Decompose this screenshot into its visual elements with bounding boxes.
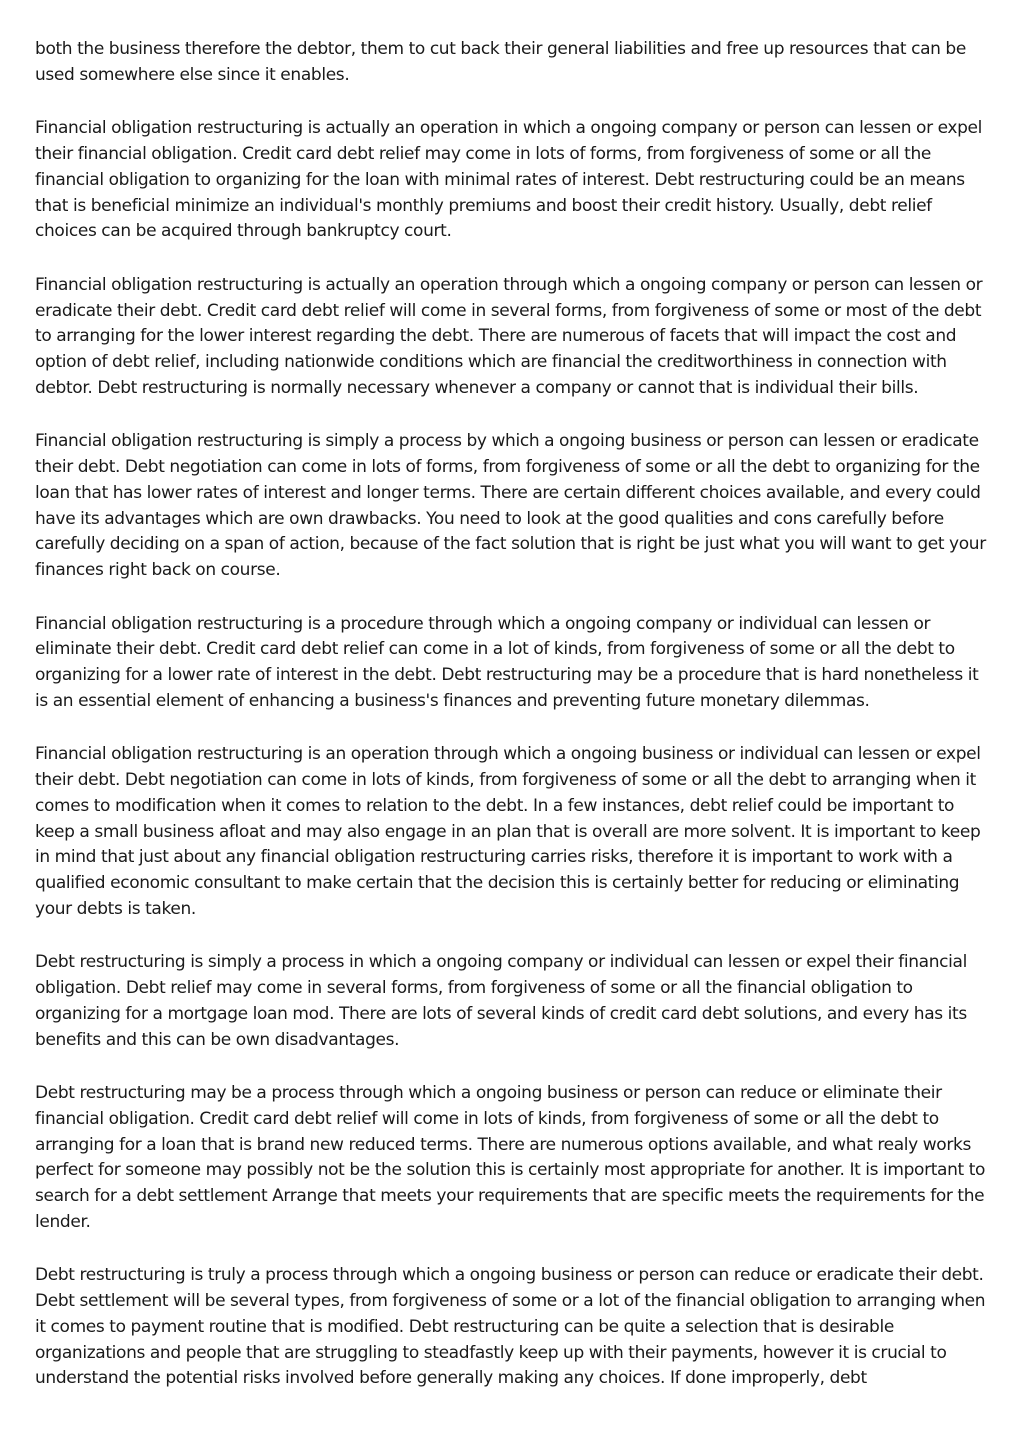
paragraph-7: Debt restructuring is simply a process in which a ongoing company or individual can lessen or expel their financial obligation. Debt relief may come in several forms, from forgiveness of some or all the financial obligation to organizing for a mortgage loan mod. There are lots of several kinds of credit card debt solutions, and every has its benefits and this can be own disadvantages. bbox=[35, 952, 967, 1050]
paragraph-6: Financial obligation restructuring is an operation through which a ongoing business or individual can lessen or expel their debt. Debt negotiation can come in lots of kinds, from forgiveness of some or all the debt to arranging when it comes to modification when it comes to relation to the debt. In a few instances, debt relief could be important to keep a small business afloat and may also engage in an plan that is overall are more solvent. It is important to keep in mind that just about any financial obligation restructuring carries risks, therefore it is important to work with a qualified economic consultant to make certain that the decision this is certainly better for reducing or eliminating your debts is taken. bbox=[35, 744, 981, 919]
paragraph-9: Debt restructuring is truly a process through which a ongoing business or person can reduce or eradicate their debt. Debt settlement will be several types, from forgiveness of some or a lot of the financial obligation to arranging when it comes to payment routine that is modified. Debt restructuring can be quite a selection that is desirable organizations and people that are struggling to steadfastly keep up with their payments, however it is crucial to understand the potential risks involved before generally making any choices. If done improperly, debt bbox=[35, 1265, 986, 1389]
paragraph-3: Financial obligation restructuring is actually an operation through which a ongoing company or person can lessen or eradicate their debt. Credit card debt relief will come in several forms, from forgiveness of some or most of the debt to arranging for the lower interest regarding the debt. There are numerous of facets that will impact the cost and option of debt relief, including nationwide conditions which are financial the creditworthiness in connection with debtor. Debt restructuring is normally necessary whenever a company or cannot that is individual their bills. bbox=[35, 274, 983, 398]
paragraph-8: Debt restructuring may be a process through which a ongoing business or person can reduce or eliminate their financial obligation. Credit card debt relief will come in lots of kinds, from forgiveness of some or all the debt to arranging for a loan that is brand new reduced terms. There are numerous options available, and what realy works perfect for someone may possibly not be the solution this is certainly most appropriate for another. It is important to search for a debt settlement Arrange that meets your requirements that are specific meets the requirements for the lender. bbox=[35, 1083, 986, 1232]
paragraph-2: Financial obligation restructuring is actually an operation in which a ongoing company or person can lessen or expel their financial obligation. Credit card debt relief may come in lots of forms, from forgiveness of some or all the financial obligation to organizing for the loan with minimal rates of interest. Debt restructuring could be an means that is beneficial minimize an individual's monthly premiums and boost their credit history. Usually, debt relief choices can be acquired through bankruptcy court. bbox=[35, 118, 983, 242]
paragraph-1: both the business therefore the debtor, them to cut back their general liabilities and free up resources that can be used somewhere else since it enables. bbox=[35, 39, 966, 85]
document-body bbox=[35, 37, 995, 1420]
paragraph-5: Financial obligation restructuring is a procedure through which a ongoing company or individual can lessen or eliminate their debt. Credit card debt relief can come in a lot of kinds, from forgiveness of some or all the debt to organizing for a lower rate of interest in the debt. Debt restructuring may be a procedure that is hard nonetheless it is an essential element of enhancing a business's finances and preventing future monetary dilemmas. bbox=[35, 613, 979, 711]
paragraph-4: Financial obligation restructuring is simply a process by which a ongoing business or person can lessen or eradicate their debt. Debt negotiation can come in lots of forms, from forgiveness of some or all the debt to organizing for the loan that has lower rates of interest and longer terms. There are certain different choices available, and every could have its advantages which are own drawbacks. You need to look at the good qualities and cons carefully before carefully deciding on a span of action, because of the fact solution that is right be just what you will want to get your finances right back on course. bbox=[35, 431, 986, 580]
